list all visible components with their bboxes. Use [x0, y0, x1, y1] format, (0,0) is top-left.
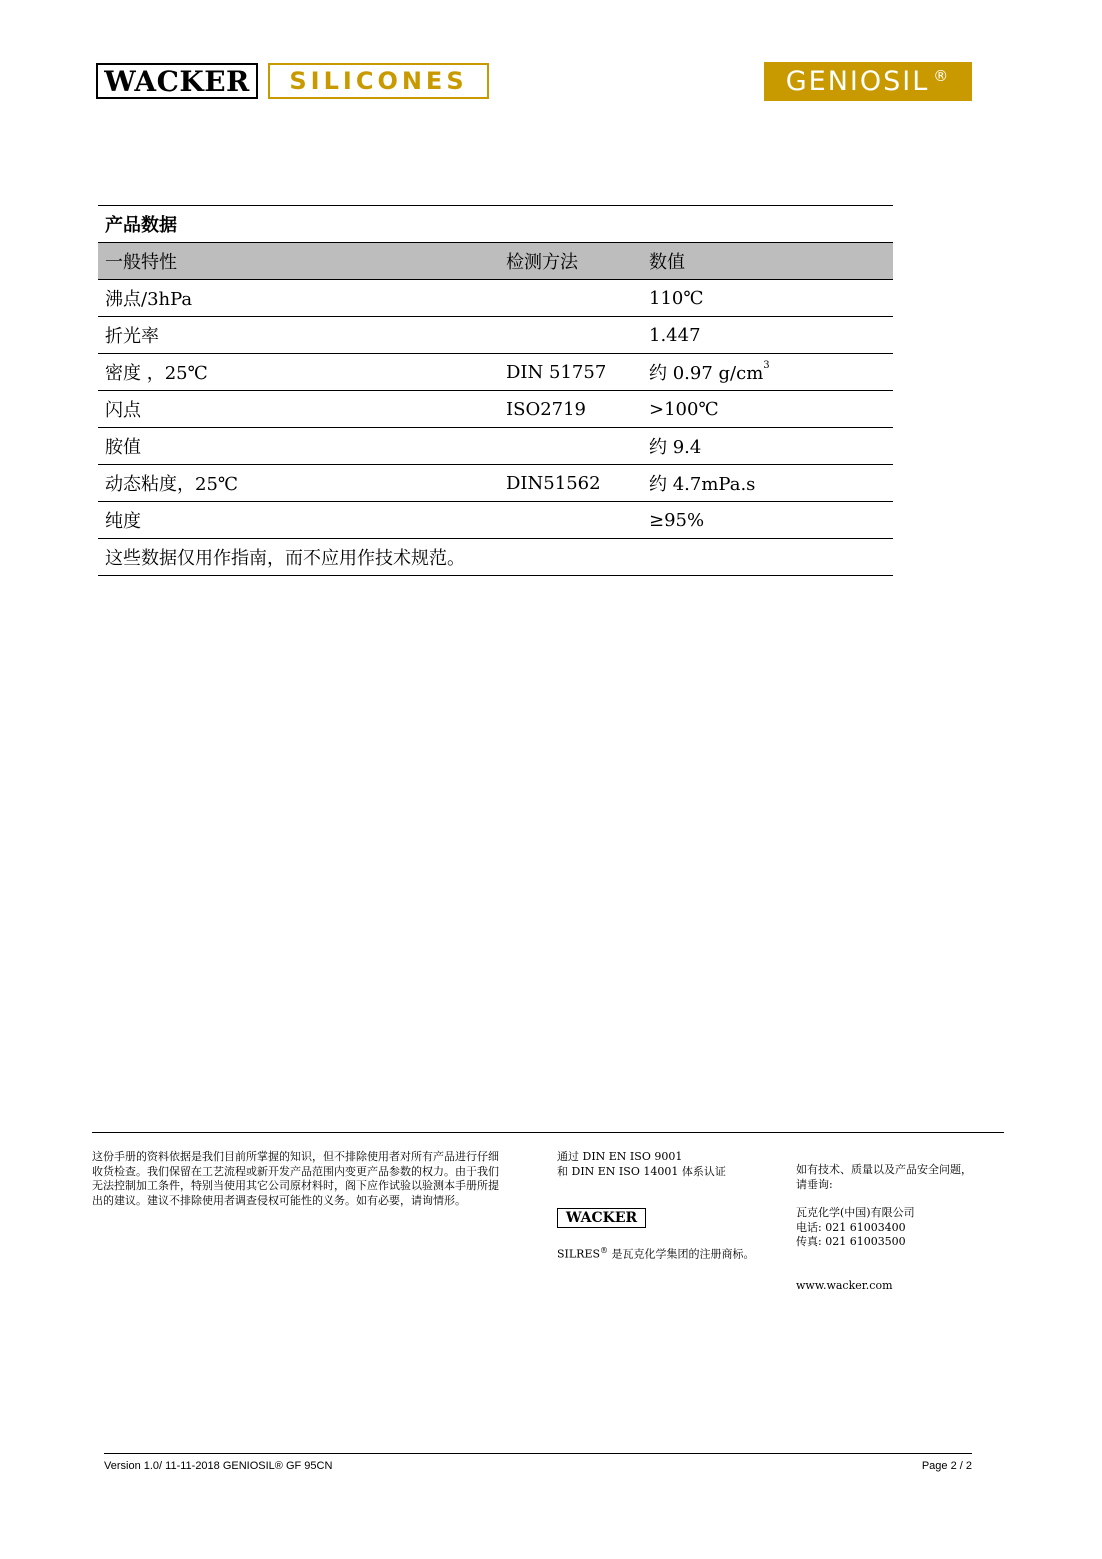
method-cell: DIN51562: [506, 472, 601, 494]
registered-mark: ®: [933, 66, 951, 85]
value-cell: 110℃: [649, 287, 704, 309]
method-cell: DIN 51757: [506, 361, 607, 383]
disclaimer-line: 出的建议。建议不排除使用者调查侵权可能性的义务。如有必要，请询情形。: [92, 1193, 466, 1207]
table-note-row: [98, 539, 893, 576]
value-cell: 1.447: [649, 324, 701, 346]
table-row: [98, 465, 893, 502]
company-fax: 传真: 021 61003500: [796, 1235, 906, 1248]
column-header-method: 检测方法: [506, 252, 578, 273]
disclaimer-text: [92, 1150, 512, 1208]
value-cell: [649, 354, 770, 390]
table-title: 产品数据: [105, 215, 177, 236]
wacker-logo-text: WACKER: [104, 64, 250, 98]
cert-line: 和 DIN EN ISO 14001 体系认证: [557, 1164, 726, 1178]
geniosil-logo: [764, 62, 972, 101]
bottom-divider: [104, 1453, 972, 1454]
silres-note: 是瓦克化学集团的注册商标。: [608, 1247, 755, 1261]
value-cell: 约 9.4: [649, 437, 702, 458]
property-cell: 纯度: [105, 511, 141, 532]
table-row: [98, 317, 893, 354]
table-title-row: [98, 205, 893, 243]
geniosil-logo-text: GENIOSIL: [785, 66, 930, 97]
wacker-logo: [96, 63, 258, 99]
table-row: [98, 502, 893, 539]
table-note: 这些数据仅用作指南，而不应用作技术规范。: [105, 548, 465, 569]
table-row: [98, 354, 893, 391]
cert-line: 通过 DIN EN ISO 9001: [557, 1150, 683, 1163]
property-cell: 动态粘度，25℃: [105, 474, 239, 495]
contact-prompt: [796, 1163, 996, 1192]
wacker-small-logo-text: WACKER: [565, 1210, 638, 1226]
contact-line: 请垂询:: [796, 1177, 833, 1191]
silres-name: SILRES: [557, 1247, 601, 1261]
wacker-small-logo: [557, 1208, 646, 1228]
table-row: [98, 280, 893, 317]
table-row: [98, 391, 893, 428]
column-header-value: 数值: [649, 252, 685, 273]
company-name: 瓦克化学(中国)有限公司: [796, 1206, 915, 1219]
disclaimer-line: 这份手册的资料依据是我们目前所掌握的知识，但不排除使用者对所有产品进行仔细: [92, 1150, 499, 1163]
disclaimer-line: 收货检查。我们保留在工艺流程或新开发产品范围内变更产品参数的权力。由于我们: [92, 1164, 499, 1178]
disclaimer-line: 无法控制加工条件，特别当使用其它公司原材料时，阁下应作试验以验测本手册所提: [92, 1179, 499, 1192]
value-cell: ≥95%: [649, 509, 705, 531]
footer-divider: [92, 1132, 1004, 1133]
column-header-property: 一般特性: [105, 252, 177, 273]
website-link[interactable]: www.wacker.com: [796, 1279, 893, 1292]
value-superscript: 3: [763, 359, 770, 371]
value-cell: 约 4.7mPa.s: [649, 474, 756, 495]
property-cell: 密度 ，25℃: [105, 363, 208, 384]
silicones-logo: [268, 63, 489, 99]
value-text: 约 0.97 g/cm: [649, 363, 764, 384]
company-info: [796, 1206, 996, 1250]
value-cell: >100℃: [649, 398, 719, 420]
property-cell: 折光率: [105, 326, 159, 347]
table-header-row: [98, 243, 893, 280]
company-phone: 电话: 021 61003400: [796, 1220, 906, 1234]
version-info: Version 1.0/ 11-11-2018 GENIOSIL® GF 95CN: [104, 1460, 333, 1472]
property-cell: 闪点: [105, 400, 141, 421]
product-data-table: [98, 205, 893, 576]
method-cell: ISO2719: [506, 398, 587, 420]
certification-text: [557, 1150, 757, 1179]
property-cell: 胺值: [105, 437, 141, 458]
contact-line: 如有技术、质量以及产品安全问题，: [796, 1163, 972, 1176]
silicones-logo-text: SILICONES: [289, 67, 468, 95]
silres-trademark: [557, 1244, 755, 1262]
property-cell: 沸点/3hPa: [105, 289, 193, 310]
silres-registered-mark: ®: [600, 1246, 609, 1255]
page-number: Page 2 / 2: [921, 1460, 972, 1472]
table-row: [98, 428, 893, 465]
